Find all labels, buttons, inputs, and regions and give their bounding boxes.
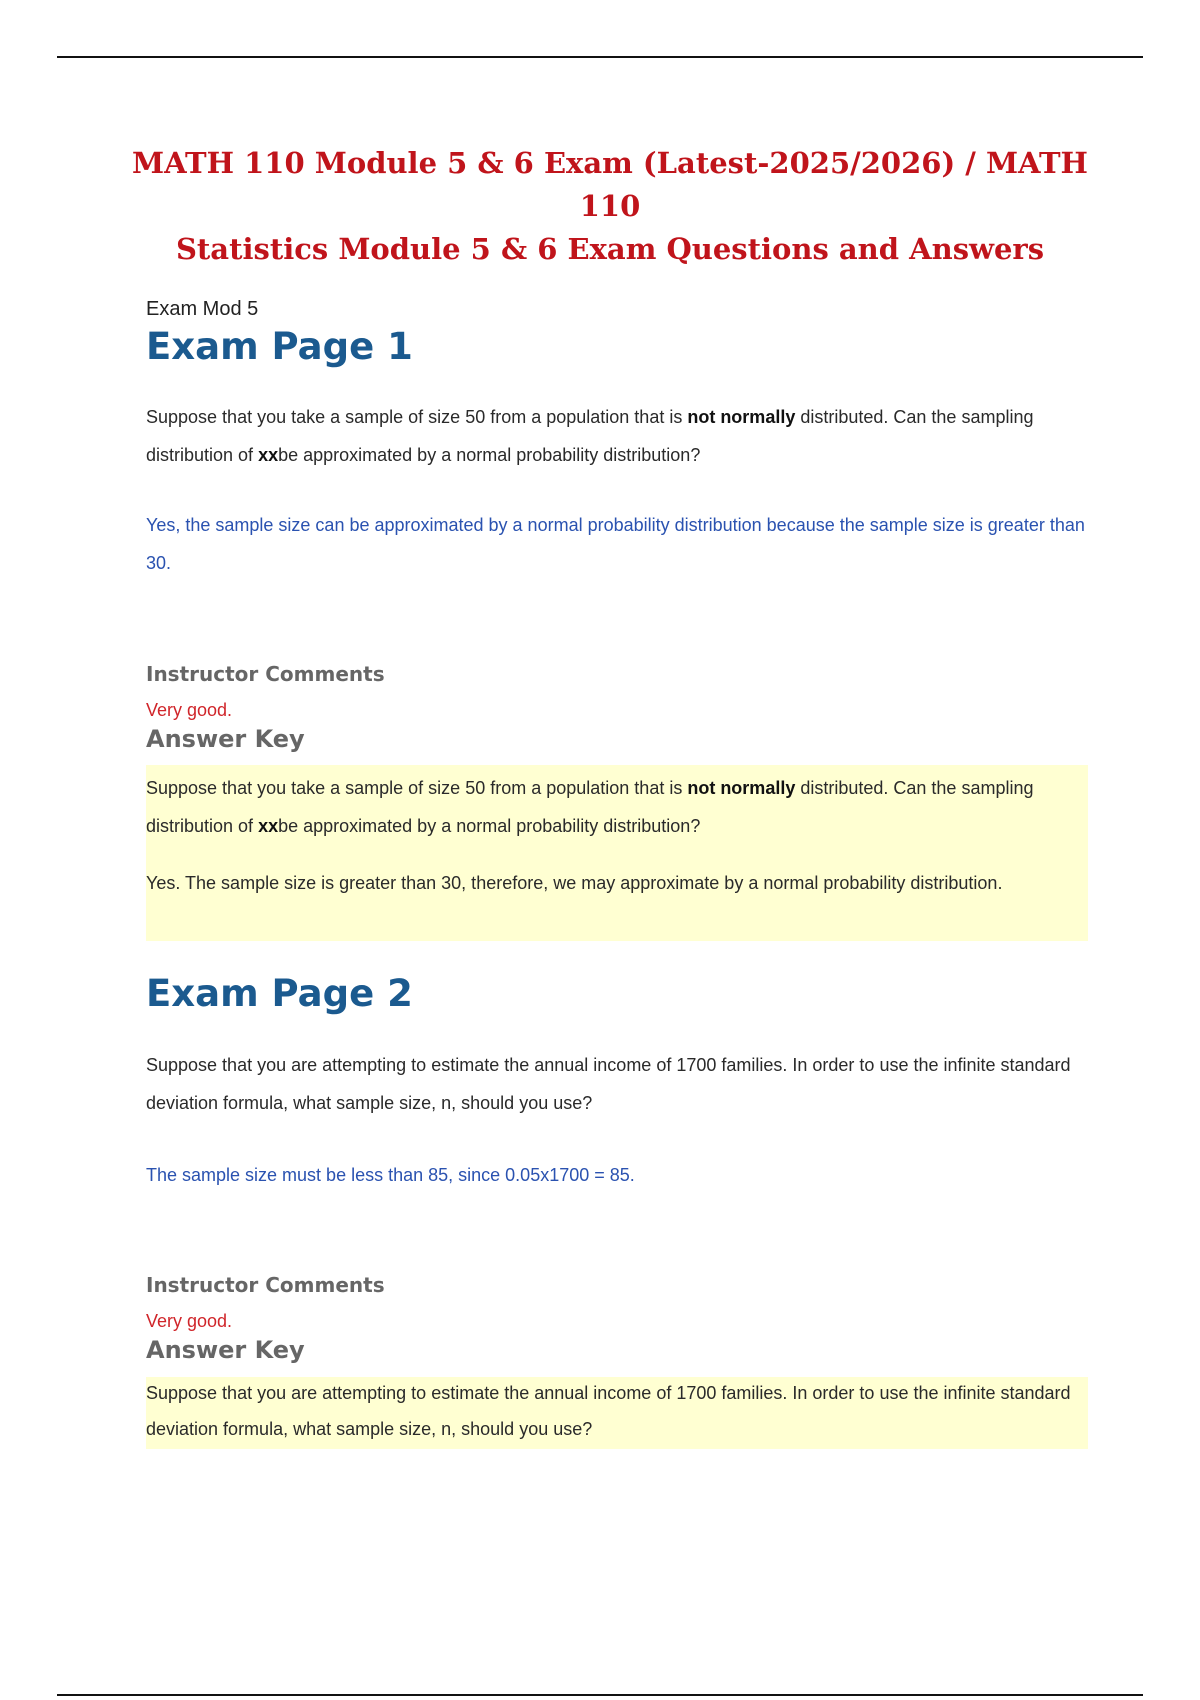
page-1-answer-key-heading: Answer Key bbox=[146, 725, 305, 753]
bottom-rule bbox=[57, 1694, 1143, 1696]
title-line-2: Statistics Module 5 & 6 Exam Questions and Answers bbox=[175, 232, 1045, 266]
page-1-comments-heading: Instructor Comments bbox=[146, 662, 385, 686]
document-title bbox=[130, 142, 1090, 271]
x-bar-symbol: xx bbox=[258, 445, 279, 465]
page-1-comment: Very good. bbox=[146, 700, 233, 720]
title-line-1: MATH 110 Module 5 & 6 Exam (Latest-2025/2026) / MATH 110 bbox=[132, 146, 1088, 223]
page-1-key-answer: Yes. The sample size is greater than 30, therefore, we may approximate by a normal probability distribution. bbox=[146, 873, 1003, 893]
page-1-answer: Yes, the sample size can be approximated by a normal probability distribution because the sample size is greater than 30. bbox=[146, 515, 1085, 573]
top-rule bbox=[57, 56, 1143, 58]
exam-page-1-heading: Exam Page 1 bbox=[146, 325, 413, 368]
x-bar-symbol: xx bbox=[258, 816, 279, 836]
exam-page-2-heading: Exam Page 2 bbox=[146, 972, 413, 1015]
page-2-answer-key-heading: Answer Key bbox=[146, 1336, 305, 1364]
page-1-question: Suppose that you take a sample of size 50 from a population that is not normally distributed. Can the sampling distribution of xxbe approximated by a normal probability distribution? bbox=[146, 407, 1034, 465]
page-2-question: Suppose that you are attempting to estimate the annual income of 1700 families. In order to use the infinite standard deviation formula, what sample size, n, should you use? bbox=[146, 1055, 1071, 1113]
page-1-key-question: Suppose that you take a sample of size 50 from a population that is not normally distributed. Can the sampling distribution of xxbe approximated by a normal probability distribution? bbox=[146, 778, 1034, 836]
exam-label: Exam Mod 5 bbox=[146, 298, 259, 320]
page-2-answer: The sample size must be less than 85, since 0.05x1700 = 85. bbox=[146, 1165, 635, 1185]
page-2-comment: Very good. bbox=[146, 1311, 233, 1331]
page-2-answer-key-box bbox=[146, 1377, 1088, 1449]
page-1-answer-key-box bbox=[146, 765, 1088, 941]
page-2-key-question: Suppose that you are attempting to estimate the annual income of 1700 families. In order to use the infinite standard deviation formula, what sample size, n, should you use? bbox=[146, 1383, 1071, 1439]
page-2-comments-heading: Instructor Comments bbox=[146, 1273, 385, 1297]
